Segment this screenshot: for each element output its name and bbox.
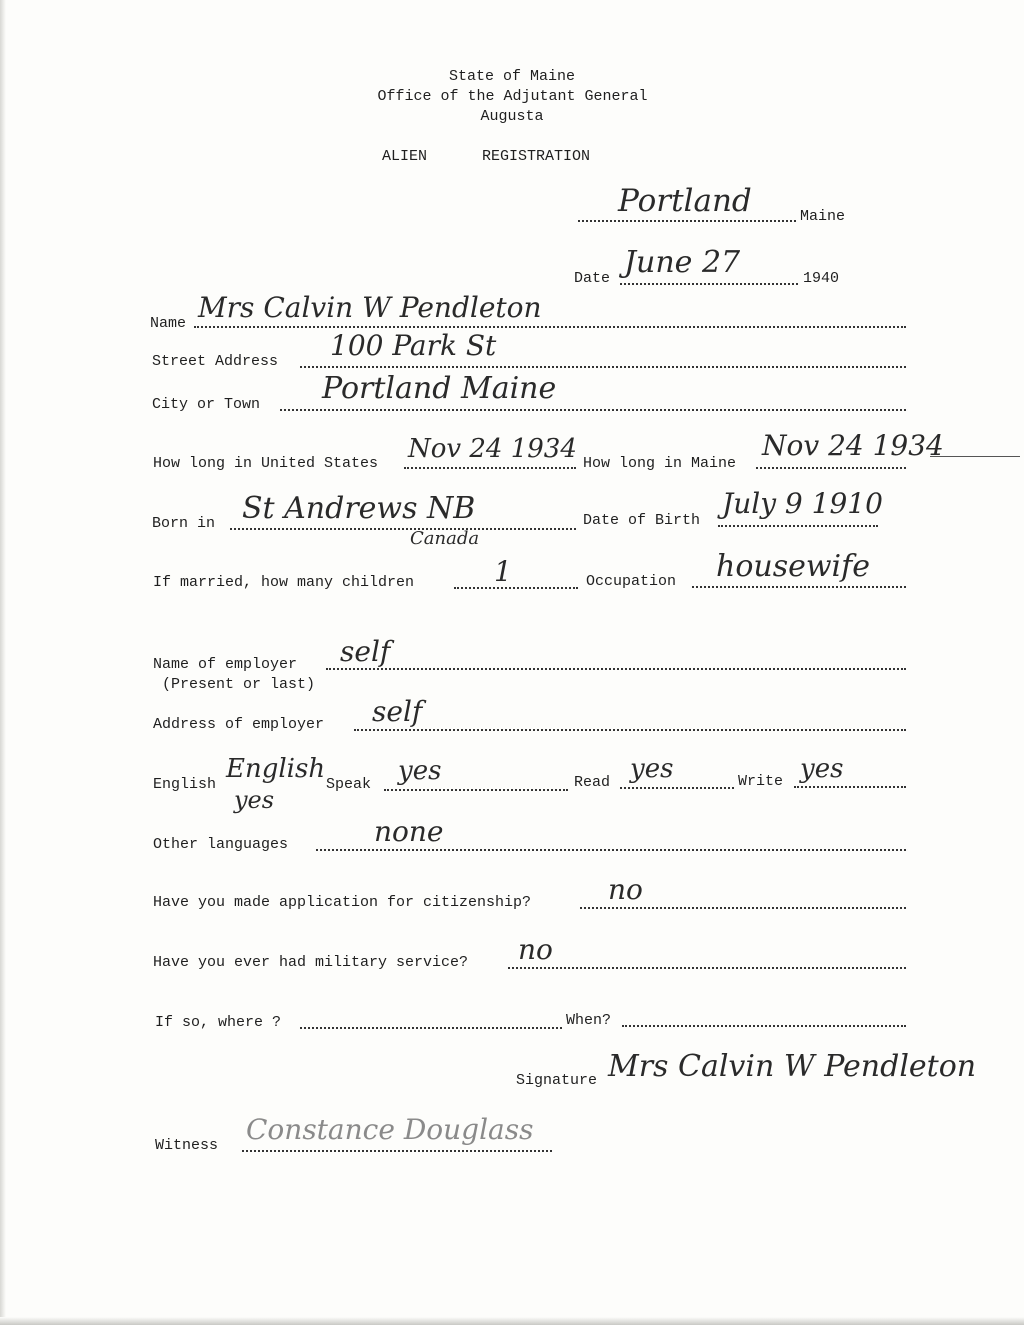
occupation-dots — [692, 586, 906, 588]
read-label: Read — [574, 774, 611, 791]
how-long-maine-value: Nov 24 1934 — [762, 429, 944, 462]
english-value-below: yes — [234, 786, 275, 814]
name-label: Name — [150, 315, 187, 332]
city-dots — [280, 409, 906, 411]
signature-value: Mrs Calvin W Pendleton — [608, 1049, 977, 1084]
write-value: yes — [800, 754, 844, 784]
military-value: no — [518, 933, 553, 966]
date-dots — [620, 283, 798, 285]
if-so-where-label: If so, where ? — [155, 1014, 282, 1031]
location-suffix: Maine — [800, 208, 846, 225]
employer-name-sublabel: (Present or last) — [162, 676, 316, 693]
occupation-value: housewife — [716, 549, 870, 584]
when-dots — [622, 1025, 906, 1027]
children-value: 1 — [494, 555, 512, 588]
form-title-alien: ALIEN — [382, 148, 428, 165]
date-year: 1940 — [803, 270, 840, 287]
header-state: State of Maine — [448, 68, 576, 85]
name-value: Mrs Calvin W Pendleton — [198, 291, 542, 324]
page-edge-bottom — [0, 1317, 1024, 1325]
employer-address-value: self — [372, 695, 423, 728]
witness-label: Witness — [155, 1137, 219, 1154]
street-dots — [300, 366, 906, 368]
citizenship-label: Have you made application for citizenship? — [153, 894, 532, 911]
speak-label: Speak — [326, 776, 372, 793]
city-value: Portland Maine — [322, 371, 557, 406]
write-label: Write — [738, 773, 784, 790]
margin-stroke — [930, 456, 1020, 457]
speak-value: yes — [398, 756, 442, 786]
english-label: English — [153, 776, 217, 793]
location-value: Portland — [618, 183, 752, 219]
children-label: If married, how many children — [153, 574, 415, 591]
city-label: City or Town — [152, 396, 261, 413]
employer-address-dots — [354, 729, 906, 731]
how-long-maine-dots — [756, 467, 906, 469]
street-label: Street Address — [152, 353, 279, 370]
how-long-us-label: How long in United States — [153, 455, 379, 472]
employer-name-label: Name of employer — [153, 656, 298, 673]
military-dots — [508, 967, 906, 969]
location-dots — [578, 220, 796, 222]
employer-name-value: self — [340, 635, 391, 668]
signature-label: Signature — [516, 1072, 598, 1089]
how-long-us-dots — [404, 467, 576, 469]
witness-dots — [242, 1150, 552, 1152]
read-dots — [620, 787, 734, 789]
dob-label: Date of Birth — [583, 512, 701, 529]
speak-dots — [384, 789, 568, 791]
date-label: Date — [574, 270, 611, 287]
other-languages-value: none — [374, 815, 444, 848]
dob-value: July 9 1910 — [722, 487, 883, 520]
born-in-value: St Andrews NB — [242, 491, 476, 526]
form-title-registration: REGISTRATION — [482, 148, 591, 165]
other-languages-label: Other languages — [153, 836, 289, 853]
when-label: When? — [566, 1012, 612, 1029]
header-office: Office of the Adjutant General — [377, 88, 648, 105]
dob-dots — [718, 525, 878, 527]
name-dots — [194, 326, 906, 328]
born-in-country: Canada — [410, 528, 480, 549]
english-value: English — [226, 754, 326, 784]
read-value: yes — [630, 754, 674, 784]
born-in-label: Born in — [152, 515, 216, 532]
occupation-label: Occupation — [586, 573, 677, 590]
citizenship-dots — [580, 907, 906, 909]
page-edge-left — [0, 0, 6, 1325]
children-dots — [454, 587, 578, 589]
if-so-where-dots — [300, 1027, 562, 1029]
street-value: 100 Park St — [330, 329, 497, 362]
citizenship-value: no — [608, 873, 643, 906]
military-label: Have you ever had military service? — [153, 954, 469, 971]
other-languages-dots — [316, 849, 906, 851]
born-in-dots — [230, 528, 576, 530]
how-long-maine-label: How long in Maine — [583, 455, 737, 472]
employer-address-label: Address of employer — [153, 716, 325, 733]
employer-name-dots — [326, 668, 906, 670]
header-city: Augusta — [480, 108, 544, 125]
witness-value: Constance Douglass — [246, 1113, 534, 1146]
how-long-us-value: Nov 24 1934 — [408, 434, 577, 464]
write-dots — [794, 786, 906, 788]
date-value: June 27 — [624, 245, 741, 280]
